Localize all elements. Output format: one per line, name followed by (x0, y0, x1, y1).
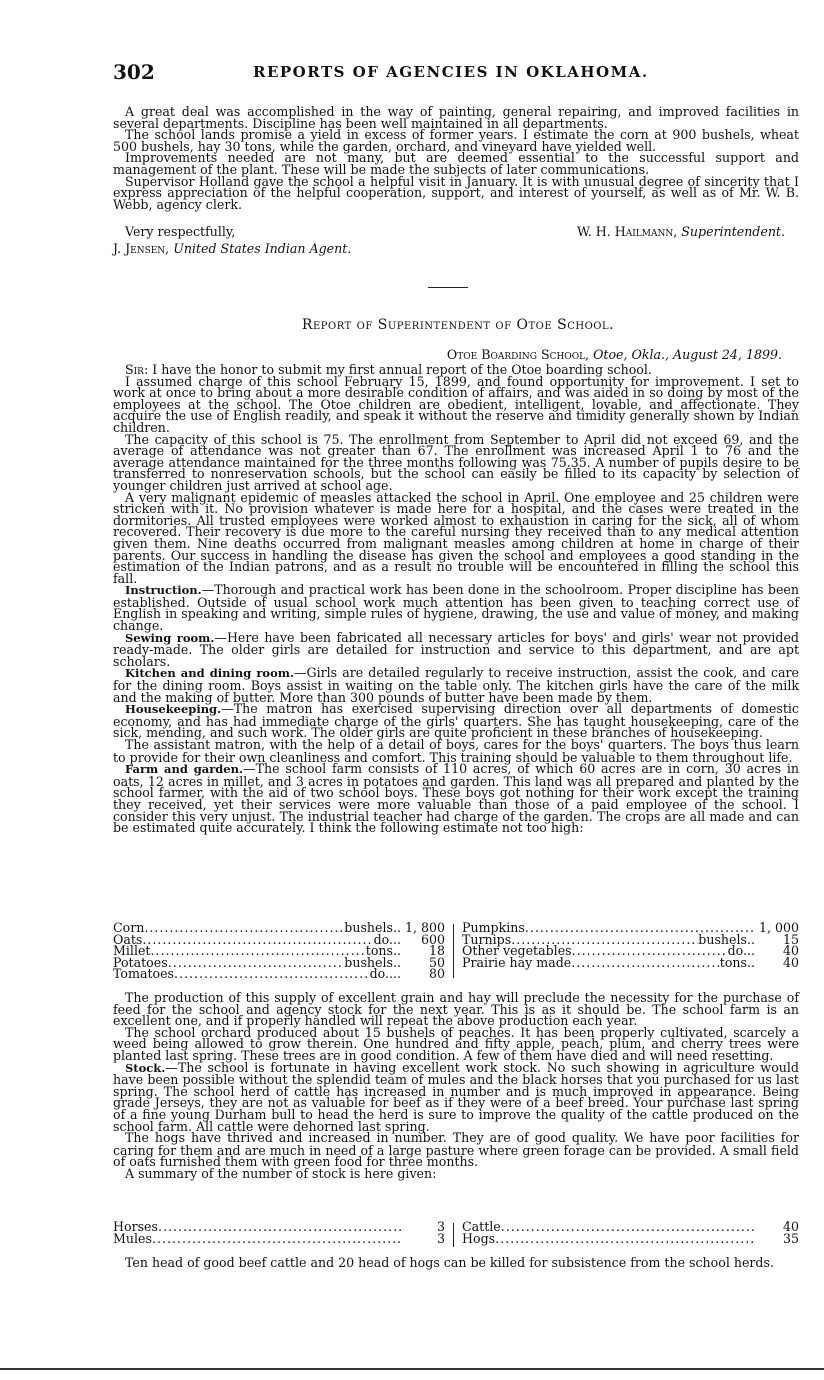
section-head: Kitchen and dining room. (125, 666, 294, 681)
salutation-lead: Sir: (125, 362, 149, 377)
valediction: Very respectfully, (125, 224, 236, 239)
row-unit: do.... (369, 966, 401, 982)
section-text: —The school is fortunate in having excellent work stock. No such showing in agriculture would have been possible without the splendid team of mules and the black horses that you purchased for us last spring. The school herd of cattle has increased in number and is much improved in appearance. Being grade Jerseys, they are not as valuable for beef as if they were of a beef breed. Your purchase last spring of a fine young Durham bull to head the herd is sure to improve the quality of the cattle produced on the school farm. All cattle were dehorned last spring. (113, 1059, 799, 1134)
row-label: Millet (113, 943, 151, 959)
row-unit: bushels.. (344, 954, 401, 970)
section-paragraph (113, 763, 799, 834)
section-paragraph (113, 1132, 799, 1168)
section-text: —The school farm consists of 110 acres, of which 60 acres are in corn, 30 acres in oats, 12 acres in millet, and 3 acres in potatoes and garden. This land was all prepared and planted by the school farmer, with the aid of two school boys. These boys got nothing for their work except the training they received, yet their services were more valuable than those of a paid employee of the school. I consider this very unjust. The industrial teacher had charge of the garden. The crops are all made and can be estimated quite accurately. I think the following estimate not too high: (113, 761, 799, 836)
row-unit: tons.. (719, 954, 755, 970)
table-row (113, 968, 445, 980)
table-row (113, 1221, 445, 1233)
signer-title: Superintendent. (681, 224, 785, 239)
addressee-name: J. Jensen, (113, 241, 170, 256)
report-closing (113, 1257, 799, 1269)
row-label: Mules (113, 1230, 152, 1246)
row-value: 40 (782, 954, 799, 970)
dateline-place: Otoe Boarding School, (446, 347, 590, 362)
body-paragraph: The capacity of this school is 75. The enrollment from September to April did not exceed 69, and the average of attendance was not greater than 67. The enrollment was increased April 1 to 76 and the average attendance maintained for the three months following was 75.35. A number of pupils desire to be transferred to nonreservation schools, but the school can easily be filled to its capacity by selection of younger children just arrived at school age. (113, 431, 799, 493)
body-paragraph: A very malignant epidemic of measles attacked the school in April. One employee and 25 children were stricken with it. No provision whatever is made here for a hospital, and the cases were treated in the dormitories. All trusted employees were worked almost to exhaustion in caring for the sick, all of whom recovered. Their recovery is due more to the careful nursing they received than to any medical attention given them. Nine deaths occurred from malignant measles among children at home in charge of their parents. Our success in handling the disease has given the school and employees a good standing in the estimation of the Indian patrons, and as a result no trouble will be encountered in filling the school this fall. (113, 489, 799, 586)
section-text: The assistant matron, with the help of a detail of boys, cares for the boys' quarters. The boys thus learn to provide for their own cleanliness and comfort. This training should be valuable to them throughout life. (113, 737, 799, 765)
section-paragraph (113, 582, 799, 634)
section-text: —Girls are detailed regularly to receive instruction, assist the cook, and care for the dining room. Boys assist in waiting on the table only. The kitchen girls have the care of the milk and the making of butter. More than 300 pounds of butter have been made by them. (113, 665, 799, 705)
row-value: 3 (436, 1219, 445, 1234)
intro-paragraph: Supervisor Holland gave the school a helpful visit in January. It is with unusual degree of sincerity that I express appreciation of the helpful cooperation, support, and interest of yourself, as well as of Mr. W. B. Webb, agency clerk. (113, 173, 799, 212)
section-head: Stock. (125, 1060, 166, 1075)
stock-table-left (113, 1221, 445, 1244)
body-paragraph: The school orchard produced about 15 bushels of peaches. It has been properly cultivated, scarcely a weed being allowed to grow therein. One hundred and fifty apple, peach, plum, and cherry trees were planted last spring. These trees are in good condition. A few of them have died and will need resetting. (113, 1024, 799, 1063)
section-paragraph (113, 703, 799, 739)
row-value: 1, 800 (404, 920, 445, 935)
table-row (113, 1230, 445, 1246)
section-head: Instruction. (125, 583, 202, 598)
page-header (113, 60, 803, 86)
signature (577, 224, 785, 239)
section-paragraph (113, 739, 799, 763)
table-row (462, 1230, 799, 1246)
salutation-text: I have the honor to submit my first annual report of the Otoe boarding school. (152, 362, 652, 377)
section-head: Sewing room. (125, 630, 215, 645)
report-title: Report of Superintendent of Otoe School. (301, 317, 615, 333)
row-unit: tons.. (365, 943, 401, 959)
crop-table-right (462, 922, 799, 968)
intro-paragraph: A great deal was accomplished in the way of painting, general repairing, and improved facilities in several departments. Discipline has been well maintained in all departments. (113, 104, 799, 131)
row-label: Horses (113, 1219, 158, 1234)
row-value: 600 (420, 931, 445, 947)
page-number: 302 (113, 60, 155, 84)
row-value: 50 (428, 954, 445, 970)
addressee (113, 241, 351, 256)
running-head: REPORTS OF AGENCIES IN OKLAHOMA. (253, 63, 649, 81)
row-value: 18 (428, 943, 445, 959)
intro-letter (113, 106, 799, 210)
section-paragraph (113, 629, 799, 669)
row-unit: bushels.. (698, 931, 755, 947)
row-value: 80 (428, 966, 445, 982)
section-paragraph (113, 1059, 799, 1134)
section-text: —Here have been fabricated all necessary articles for boys' and girls' wear not provided ready-made. The older girls are detailed for instruction and service to this department, and are apt scholars. (113, 629, 799, 669)
row-label: Cattle (462, 1219, 501, 1234)
section-paragraph (113, 667, 799, 703)
addressee-title: United States Indian Agent. (173, 241, 352, 256)
row-value: 35 (782, 1230, 799, 1246)
row-label: Oats (113, 931, 143, 947)
column-rule (453, 1223, 454, 1247)
section-text: A summary of the number of stock is here given: (125, 1165, 437, 1181)
row-label: Potatoes (113, 954, 168, 970)
row-value: 3 (436, 1230, 445, 1246)
row-unit: do... (727, 943, 755, 959)
row-value: 40 (782, 1219, 799, 1234)
section-head: Farm and garden. (125, 762, 243, 777)
section-divider (428, 287, 468, 288)
stock-summary-table (113, 1221, 799, 1251)
stock-table-right (462, 1221, 799, 1244)
row-label: Hogs (462, 1230, 496, 1246)
row-value: 1, 000 (758, 920, 799, 935)
row-label: Corn (113, 920, 145, 935)
row-label: Tomatoes (113, 966, 175, 982)
page-bottom-rule (0, 1368, 824, 1370)
crop-estimate-table (113, 922, 799, 982)
row-unit: bushels.. (344, 920, 401, 935)
table-row (462, 1221, 799, 1233)
intro-paragraph: Improvements needed are not many, but are deemed essential to the successful support and management of the plant. These will be made the subjects of later communications. (113, 150, 799, 177)
body-paragraph: Ten head of good beef cattle and 20 head of hogs can be killed for subsistence from the school herds. (125, 1255, 774, 1270)
row-value: 40 (782, 943, 799, 959)
row-label: Other vegetables (462, 943, 572, 959)
section-text: —The matron has exercised supervising direction over all departments of domestic economy, and has had immediate charge of the girls' quarters. She has taught housekeeping, care of the sick, mending, and such work. The older girls are quite proficient in these branches of housekeeping. (113, 701, 799, 741)
crop-table-left (113, 922, 445, 980)
body-paragraph: The production of this supply of excellent grain and hay will preclude the necessity for the purchase of feed for the school and agency stock for the next year. This is as it should be. The school farm is an excellent one, and if properly handled will repeat the above production each year. (113, 990, 799, 1029)
report-body-a (113, 364, 799, 834)
dateline-date: Otoe, Okla., August 24, 1899. (593, 347, 782, 362)
row-value: 15 (782, 931, 799, 947)
body-paragraph: I assumed charge of this school February 15, 1899, and found opportunity for improvement. I set to work at once to bring about a more desirable condition of affairs, and was aided in so doing by most of the employees at the school. The Otoe children are obedient, intelligent, lovable, and affectionate. They acquire the use of English readily, and speak it without the reserve and timidity generally shown by Indian children. (113, 373, 799, 435)
dateline (447, 347, 782, 362)
row-label: Pumpkins (462, 920, 525, 935)
section-text: —Thorough and practical work has been done in the schoolroom. Proper discipline has been established. Outside of usual school work much attention has been given to teaching correct use of English in speaking and writing, simple rules of hygiene, drawing, the use and value of money, and making change. (113, 582, 799, 634)
section-paragraph (113, 1165, 799, 1181)
table-row (462, 954, 799, 970)
section-head: Housekeeping. (125, 702, 222, 717)
row-label: Turnips (462, 931, 512, 947)
section-text: The hogs have thrived and increased in number. They are of good quality. We have poor facilities for caring for them and are much in need of a large pasture where green forage can be provided. A small field of oats furnished them with green food for three months. (113, 1130, 799, 1170)
row-label: Prairie hay made (462, 954, 572, 970)
signer-name: W. H. Hailmann, (577, 224, 678, 239)
report-body-b (113, 992, 799, 1181)
intro-paragraph: The school lands promise a yield in excess of former years. I estimate the corn at 900 bushels, wheat 500 bushels, hay 30 tons, while the garden, orchard, and vineyard have yielded well. (113, 127, 799, 154)
column-rule (453, 924, 454, 978)
row-unit: do... (373, 931, 401, 947)
